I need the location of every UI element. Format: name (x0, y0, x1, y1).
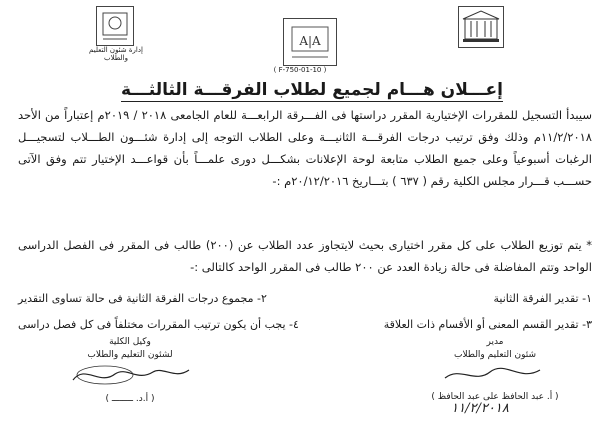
vice-dean-subtitle: لشئون التعليم والطلاب (87, 350, 173, 360)
svg-text:١١/٢/٢٠١٨: ١١/٢/٢٠١٨ (451, 401, 509, 416)
director-name: ( أ. عبد الحافظ على عبد الحافظ ) (431, 392, 559, 402)
director-subtitle: شئون التعليم والطلاب (453, 350, 537, 360)
criterion-1: ١- تقدير الفرقة الثانية (493, 292, 592, 305)
criterion-2: ٢- مجموع درجات الفرقة الثانية فى حالة تساوى التقدير (18, 292, 267, 305)
director-title: مدير (486, 337, 504, 347)
handwritten-date (440, 392, 520, 422)
criterion-3: ٣- تقدير القسم المعنى أو الأقسام ذات العلاقة (383, 318, 592, 331)
university-logo (458, 6, 504, 48)
announcement-title: إعـــلان هـــام لجميع لطلاب الفرقـــة الثالثـــة (121, 80, 503, 100)
distribution-paragraph: * يتم توزيع الطلاب على كل مقرر اختيارى بحيث لايتجاوز عدد الطلاب عن (٢٠٠) طالب فى المقرر فى الفصل الدراسى الواحد وتتم المفاضلة فى حالة زيادة العدد عن ٢٠٠ طالب فى المقرر الواحد كالتالى :- (18, 238, 592, 274)
college-logo (283, 18, 337, 66)
vice-dean-title: وكيل الكلية (109, 337, 151, 347)
criterion-4: ٤- يجب أن يكون ترتيب المقررات مختلفاً فى كل فصل دراسى (18, 318, 299, 331)
office-logo (96, 6, 134, 46)
handwritten-date-icon (440, 392, 520, 422)
document-code: ( F-750-01-10 ) (273, 66, 327, 74)
director-signature-icon (435, 362, 555, 386)
vice-dean-name: ( أ.د. ــــــــ ) (105, 394, 155, 404)
svg-text:A|A: A|A (299, 34, 321, 48)
building-icon (459, 7, 503, 47)
office-caption: إدارة شئون التعليم والطلاب (89, 46, 143, 62)
seal-icon (97, 7, 133, 45)
criteria-row-2 (18, 318, 592, 331)
college-emblem-icon (284, 19, 336, 65)
criteria-row-1 (18, 292, 592, 305)
announcement-paragraph: سيبدأ التسجيل للمقررات الإختيارية المقرر دراستها فى الفـــرقة الرابعـــة للعام الجامعى ٢٠١٨ / ٢٠١٩م إعتباراً من الأحد ١١/٢/٢٠١٨م وذلك وفق ترتيب درجات الفرقـــة الثانيـــة وعلى الطلاب التوجه إلى إدارة شئـــون الطـــلاب لتسجيـــل الرغبات أسبوعياً وعلى جميع الطلاب متابعة لوحة الإعلانات بشكـــل دورى علمـــاً بأن قواعـــد الإختيار تتم وفق الآتى حســـب قـــرار مجلس الكلية رقم ( ٦٣٧ ) بتـــاريخ ٢٠/١٢/٢٠١٦م :- (18, 108, 592, 188)
signature-block-vice-dean (60, 336, 200, 406)
vice-dean-signature-icon (65, 362, 195, 388)
